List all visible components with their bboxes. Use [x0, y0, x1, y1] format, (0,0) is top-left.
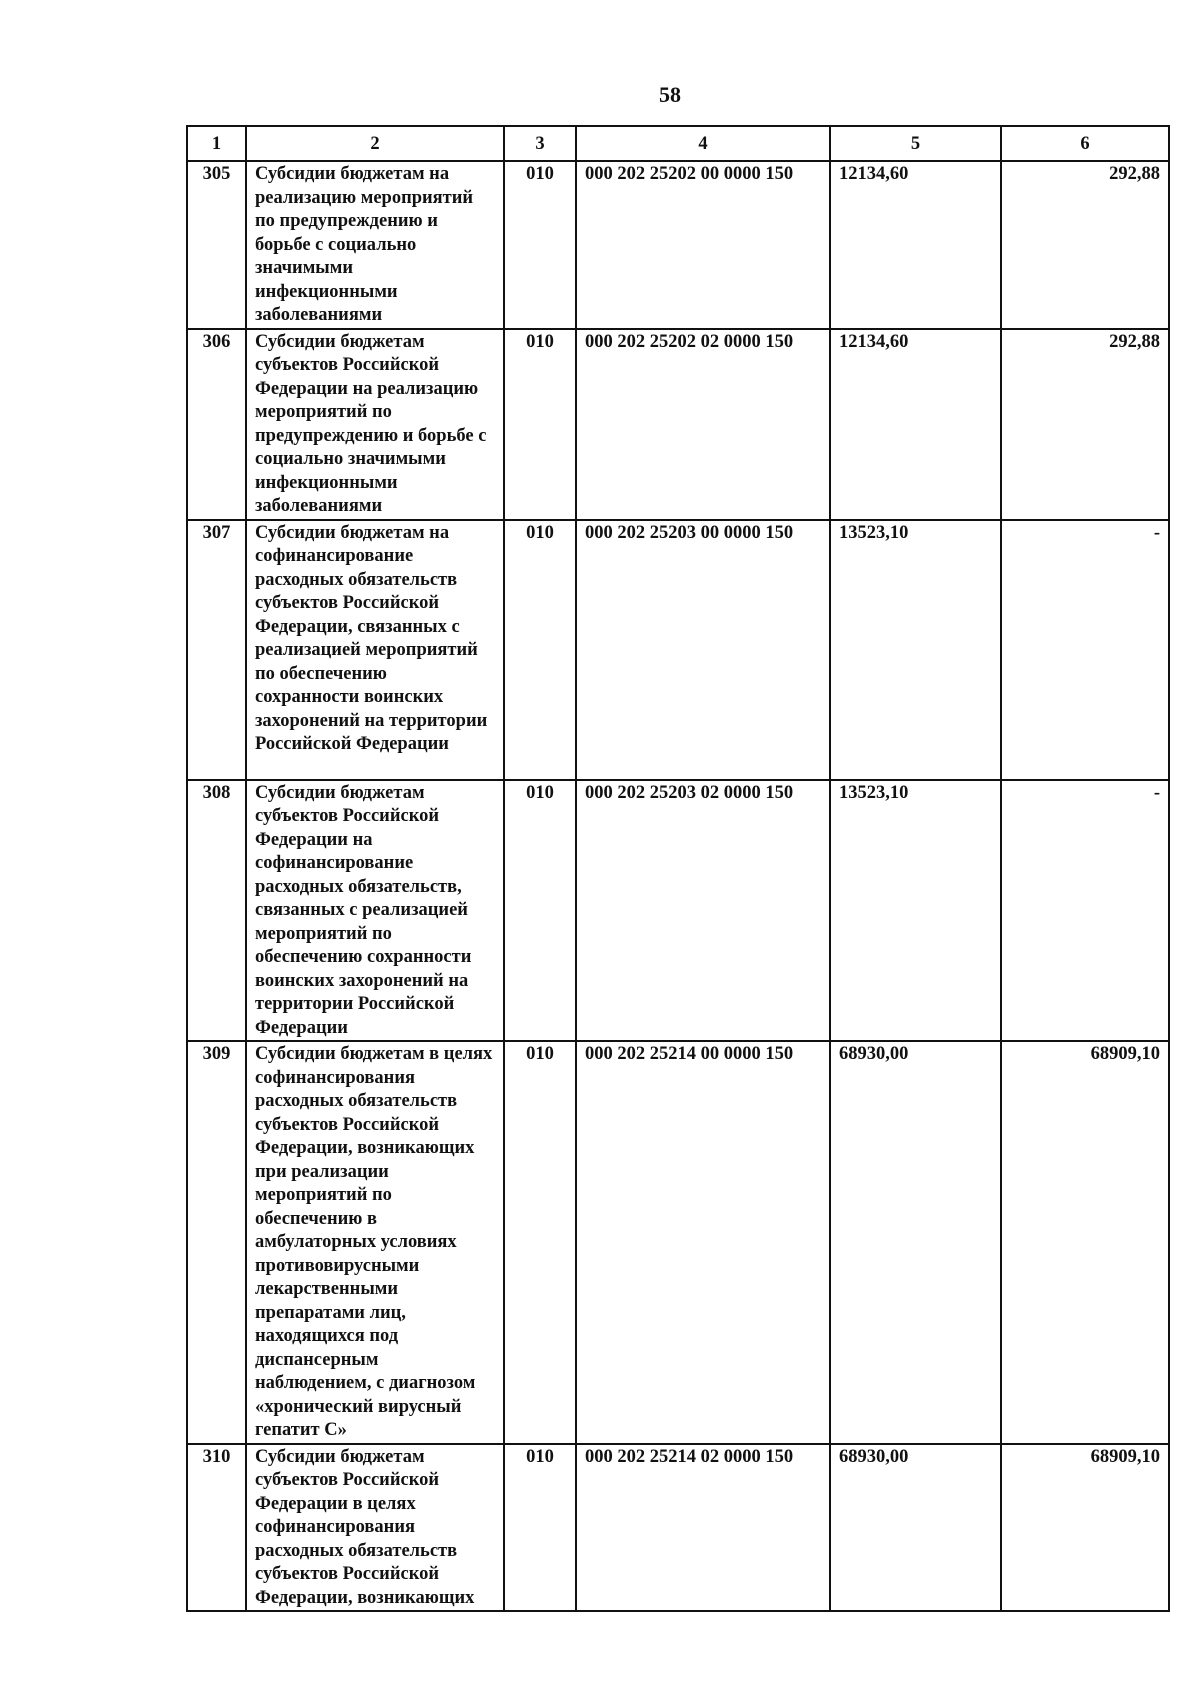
row-code: 010 — [504, 161, 576, 329]
row-classification-code: 000 202 25203 00 0000 150 — [576, 520, 830, 780]
row-number: 305 — [187, 161, 246, 329]
row-code: 010 — [504, 780, 576, 1042]
row-value-col5: 13523,10 — [830, 780, 1001, 1042]
row-value-col6: 68909,10 — [1001, 1444, 1169, 1612]
row-classification-code: 000 202 25203 02 0000 150 — [576, 780, 830, 1042]
row-number: 307 — [187, 520, 246, 780]
row-description: Субсидии бюджетам субъектов Российской Федерации на софинансирование расходных обязательств, связанных с реализацией мероприятий по обеспечению сохранности воинских захоронений на территории Российской Федерации — [246, 780, 504, 1042]
table-row — [187, 1041, 1169, 1444]
table-row — [187, 520, 1169, 780]
row-value-col6: 292,88 — [1001, 329, 1169, 520]
table-header-row — [187, 126, 1169, 161]
header-cell-6: 6 — [1001, 126, 1169, 161]
row-value-col5: 68930,00 — [830, 1041, 1001, 1444]
header-cell-2: 2 — [246, 126, 504, 161]
row-number: 309 — [187, 1041, 246, 1444]
row-classification-code: 000 202 25202 02 0000 150 — [576, 329, 830, 520]
row-number: 308 — [187, 780, 246, 1042]
row-number: 306 — [187, 329, 246, 520]
row-description: Субсидии бюджетам на софинансирование расходных обязательств субъектов Российской Федерации, связанных с реализацией мероприятий по обеспечению сохранности воинских захоронений на территории Российской Федерации — [246, 520, 504, 780]
row-code: 010 — [504, 520, 576, 780]
row-description: Субсидии бюджетам субъектов Российской Федерации в целях софинансирования расходных обязательств субъектов Российской Федерации, возникающих — [246, 1444, 504, 1612]
row-code: 010 — [504, 1041, 576, 1444]
row-classification-code: 000 202 25214 02 0000 150 — [576, 1444, 830, 1612]
row-number: 310 — [187, 1444, 246, 1612]
row-value-col6: 68909,10 — [1001, 1041, 1169, 1444]
row-value-col5: 68930,00 — [830, 1444, 1001, 1612]
row-description: Субсидии бюджетам субъектов Российской Федерации на реализацию мероприятий по предупреждению и борьбе с социально значимыми инфекционными заболеваниями — [246, 329, 504, 520]
header-cell-1: 1 — [187, 126, 246, 161]
row-description: Субсидии бюджетам на реализацию мероприятий по предупреждению и борьбе с социально значимыми инфекционными заболеваниями — [246, 161, 504, 329]
budget-table — [186, 125, 1170, 1612]
table-row — [187, 780, 1169, 1042]
row-classification-code: 000 202 25202 00 0000 150 — [576, 161, 830, 329]
row-value-col5: 13523,10 — [830, 520, 1001, 780]
row-description: Субсидии бюджетам в целях софинансирования расходных обязательств субъектов Российской Федерации, возникающих при реализации мероприятий по обеспечению в амбулаторных условиях противовирусными лекарственными препаратами лиц, находящихся под диспансерным наблюдением, с диагнозом «хронический вирусный гепатит С» — [246, 1041, 504, 1444]
table-row — [187, 329, 1169, 520]
row-value-col6: - — [1001, 520, 1169, 780]
table-row — [187, 161, 1169, 329]
row-value-col6: - — [1001, 780, 1169, 1042]
row-value-col5: 12134,60 — [830, 329, 1001, 520]
header-cell-5: 5 — [830, 126, 1001, 161]
header-cell-4: 4 — [576, 126, 830, 161]
table-row — [187, 1444, 1169, 1612]
row-code: 010 — [504, 1444, 576, 1612]
row-classification-code: 000 202 25214 00 0000 150 — [576, 1041, 830, 1444]
row-code: 010 — [504, 329, 576, 520]
header-cell-3: 3 — [504, 126, 576, 161]
page-number: 58 — [659, 82, 681, 107]
row-value-col5: 12134,60 — [830, 161, 1001, 329]
row-value-col6: 292,88 — [1001, 161, 1169, 329]
